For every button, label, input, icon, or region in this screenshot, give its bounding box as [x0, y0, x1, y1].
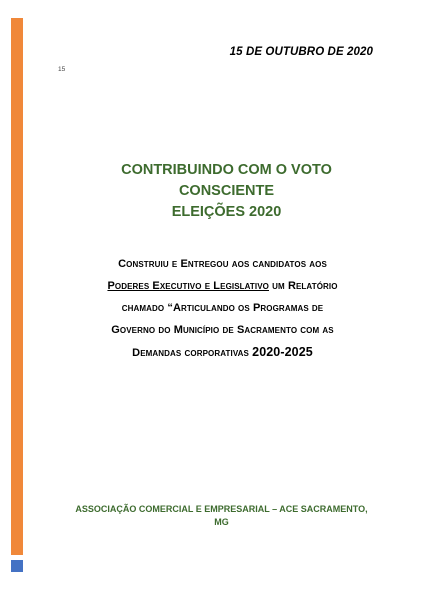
body-line-4: Governo do Município de Sacramento com as — [111, 324, 334, 336]
body-line-2 — [60, 275, 385, 297]
document-body — [60, 253, 385, 364]
body-line-2-rest: um Relatório — [269, 280, 338, 292]
orange-side-bar — [11, 18, 23, 555]
body-line-5-text: Demandas corporativas — [132, 347, 253, 359]
blue-corner-square — [11, 560, 23, 572]
footer-line-1: ASSOCIAÇÃO COMERCIAL E EMPRESARIAL – ACE SACRAMENTO, — [75, 504, 368, 514]
body-line-5 — [60, 341, 385, 364]
document-date: 15 DE OUTUBRO DE 2020 — [229, 46, 373, 58]
body-line-3: chamado “Articulando os Programas de — [121, 302, 324, 314]
underlined-powers: Poderes Executivo e Legislativo — [107, 280, 269, 292]
title-line-2: CONSCIENTE — [178, 183, 275, 199]
footer-organization — [40, 503, 403, 529]
title-line-3: ELEIÇÕES 2020 — [171, 204, 282, 220]
document-title — [30, 160, 423, 223]
footer-line-2: MG — [214, 517, 229, 527]
years-range: 2020-2025 — [252, 345, 313, 359]
body-line-1: Construiu e Entregou aos candidatos aos — [118, 258, 327, 270]
page-number: 15 — [58, 66, 66, 73]
title-line-1: CONTRIBUINDO COM O VOTO — [121, 162, 332, 178]
